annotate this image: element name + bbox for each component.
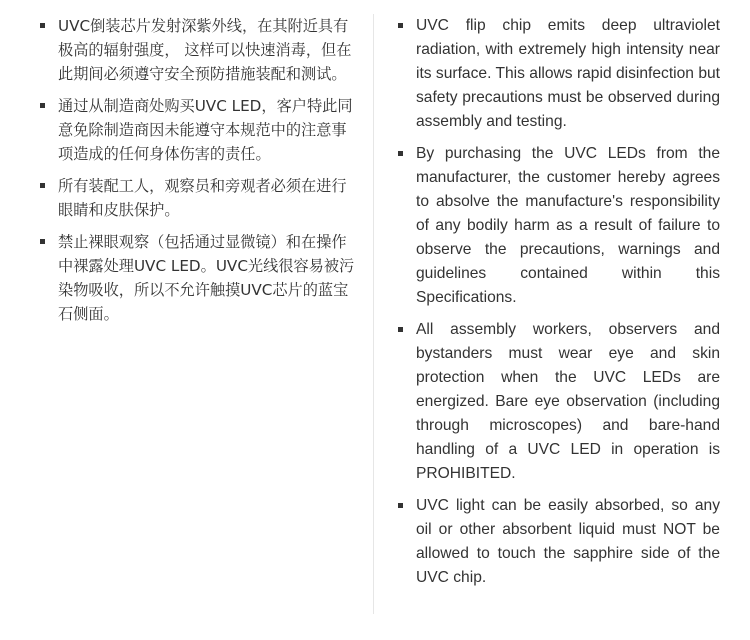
square-bullet-icon bbox=[40, 23, 45, 28]
square-bullet-icon bbox=[40, 183, 45, 188]
square-bullet-icon bbox=[398, 151, 403, 156]
square-bullet-icon bbox=[398, 327, 403, 332]
list-item bbox=[38, 94, 360, 166]
list-item-text: UVC light can be easily absorbed, so any oil or other absorbent liquid must NOT be allowed to touch the sapphire side of the UVC chip. bbox=[416, 497, 720, 586]
list-item-text: By purchasing the UVC LEDs from the manufacturer, the customer hereby agrees to absolve the manufacture's responsibility of any bodily harm as a result of failure to observe the precautions, warnings and guidelines contained within this Specifications. bbox=[416, 145, 720, 306]
list-item bbox=[38, 174, 360, 222]
list-item-text: UVC倒装芯片发射深紫外线，在其附近具有极高的辐射强度， 这样可以快速消毒，但在此期间必须遵守安全预防措施装配和测试。 bbox=[58, 17, 352, 83]
list-item-text: UVC flip chip emits deep ultraviolet radiation, with extremely high intensity near its surface. This allows rapid disinfection but safety precautions must be observed during assembly and testing. bbox=[416, 17, 720, 130]
square-bullet-icon bbox=[398, 503, 403, 508]
square-bullet-icon bbox=[398, 23, 403, 28]
list-item bbox=[38, 230, 360, 326]
column-divider bbox=[373, 14, 374, 614]
list-item bbox=[38, 14, 360, 86]
list-item-text: 禁止裸眼观察（包括通过显微镜）和在操作中裸露处理UVC LED。UVC光线很容易被污染物吸收，所以不允许触摸UVC芯片的蓝宝石侧面。 bbox=[58, 233, 355, 323]
list-item bbox=[396, 142, 720, 310]
square-bullet-icon bbox=[40, 103, 45, 108]
list-item bbox=[396, 494, 720, 590]
two-column-layout bbox=[0, 14, 750, 614]
chinese-column bbox=[38, 14, 360, 334]
list-item bbox=[396, 14, 720, 134]
list-item bbox=[396, 318, 720, 486]
list-item-text: 通过从制造商处购买UVC LED，客户特此同意免除制造商因未能遵守本规范中的注意事项造成的任何身体伤害的责任。 bbox=[58, 97, 353, 163]
square-bullet-icon bbox=[40, 239, 45, 244]
list-item-text: 所有装配工人，观察员和旁观者必须在进行眼睛和皮肤保护。 bbox=[58, 177, 347, 219]
list-item-text: All assembly workers, observers and bystanders must wear eye and skin protection when the UVC LEDs are energized. Bare eye observation (including through microscopes) and bare-hand handling of a UVC LED in operation is PROHIBITED. bbox=[416, 321, 720, 482]
english-column bbox=[396, 14, 720, 598]
english-precautions-list bbox=[396, 14, 720, 590]
chinese-precautions-list bbox=[38, 14, 360, 326]
